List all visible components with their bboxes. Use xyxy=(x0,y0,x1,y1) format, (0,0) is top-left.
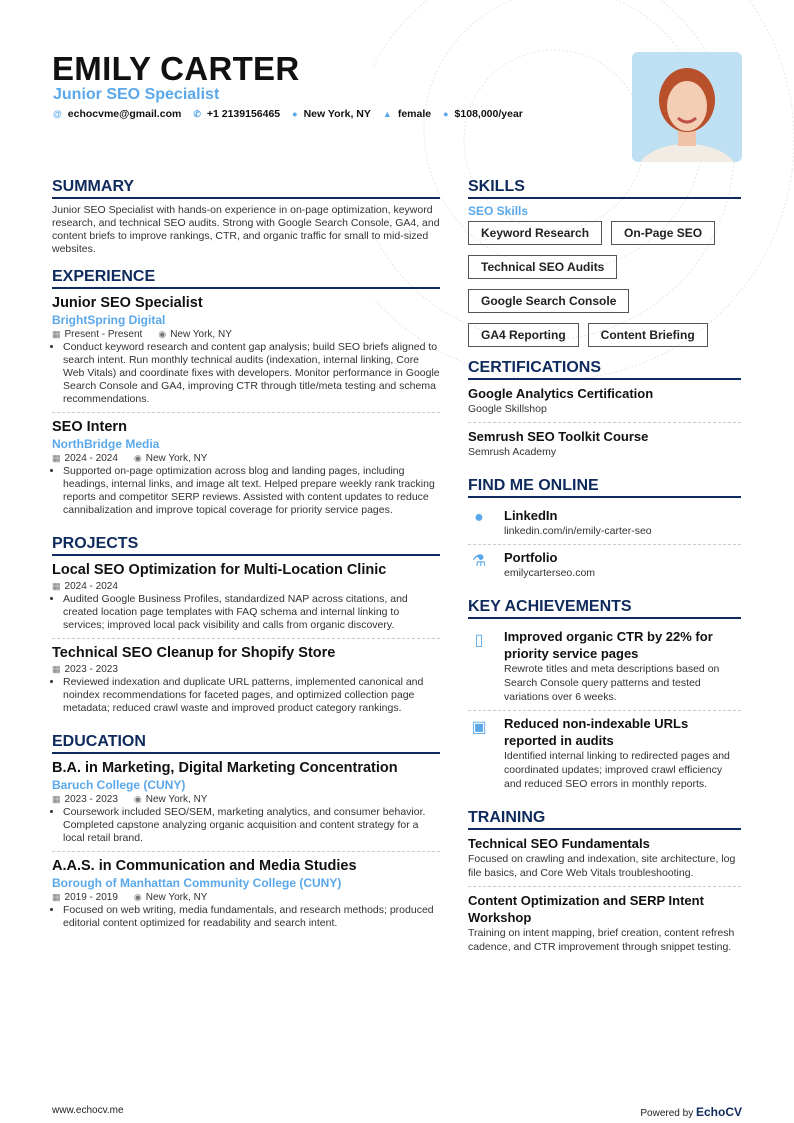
training-text: Focused on crawling and indexation, site architecture, log file basics, and Core Web Vitals troubleshooting. xyxy=(468,853,736,879)
summary-section xyxy=(52,178,440,256)
link-label: LinkedIn xyxy=(504,508,558,523)
left-column xyxy=(52,178,440,948)
candidate-name: EMILY CARTER xyxy=(52,50,300,87)
salary-icon: ● xyxy=(443,109,449,119)
link-url[interactable]: linkedin.com/in/emily-carter-seo xyxy=(504,525,652,537)
achievements-section xyxy=(468,598,741,797)
location: New York, NY xyxy=(145,892,208,903)
calendar-icon: ▦ xyxy=(52,664,61,674)
calendar-icon: ▦ xyxy=(52,581,61,591)
contact-phone[interactable]: ✆ +1 2139156465 xyxy=(193,108,281,120)
person-icon: ▲ xyxy=(382,109,392,119)
achievement-text: Identified internal linking to redirected pages and coordinated updates; improved crawl efficiency and reduced SEO errors in monthly reports. xyxy=(504,750,730,790)
date: 2023 - 2023 xyxy=(64,794,118,805)
achievement-item xyxy=(468,624,741,711)
school: Borough of Manhattan Community College (CUNY) xyxy=(52,876,342,890)
mobile-icon: ▯ xyxy=(474,632,484,649)
section-title: SKILLS xyxy=(468,178,741,199)
skill-tag: Technical SEO Audits xyxy=(468,255,617,279)
achievement-title: Improved organic CTR by 22% for priority service pages xyxy=(504,629,713,661)
contact-email[interactable]: @ echocvme@gmail.com xyxy=(53,108,182,120)
calendar-icon: ▦ xyxy=(52,453,61,463)
calendar-icon: ▦ xyxy=(52,794,61,804)
phone-icon: ✆ xyxy=(193,109,201,119)
powered-label: Powered by xyxy=(640,1108,694,1119)
education-section xyxy=(52,733,440,936)
section-title: TRAINING xyxy=(468,809,741,830)
flask-icon: ⚗ xyxy=(471,553,487,570)
skill-tag: On-Page SEO xyxy=(611,221,715,245)
online-link-linkedin[interactable] xyxy=(468,503,741,545)
project-title: Technical SEO Cleanup for Shopify Store xyxy=(52,645,336,661)
job-title: Junior SEO Specialist xyxy=(52,295,203,311)
school: Baruch College (CUNY) xyxy=(52,778,186,792)
bullet: • Conduct keyword research and content gap analysis; build SEO briefs aligned to search intent. Run monthly technical audits (indexation, internal linking, Core Web Vitals) and coordinate fixes with developers. Monitor performance in Google Search Console and GA4, improving CTR through title/meta testing and schema recommendations. xyxy=(63,341,440,406)
education-item xyxy=(52,759,440,852)
experience-item xyxy=(52,294,440,413)
company: NorthBridge Media xyxy=(52,437,160,451)
contact-gender: ▲ female xyxy=(382,108,432,120)
location: New York, NY xyxy=(145,453,208,464)
right-column xyxy=(468,178,741,972)
online-link-portfolio[interactable] xyxy=(468,545,741,586)
bullet: • Audited Google Business Profiles, standardized NAP across citations, and created location page templates with FAQ schema and internal linking to services; improved local pack visibility and calls from organic discovery. xyxy=(63,593,440,632)
training-item xyxy=(468,892,741,960)
company: BrightSpring Digital xyxy=(52,313,166,327)
date: 2019 - 2019 xyxy=(64,892,118,903)
degree: B.A. in Marketing, Digital Marketing Concentration xyxy=(52,760,398,776)
date: 2024 - 2024 xyxy=(64,453,118,464)
training-title: Technical SEO Fundamentals xyxy=(468,836,650,851)
section-title: FIND ME ONLINE xyxy=(468,477,741,498)
education-item xyxy=(52,857,440,936)
profile-photo xyxy=(632,52,742,162)
section-title: SUMMARY xyxy=(52,178,440,199)
section-title: KEY ACHIEVEMENTS xyxy=(468,598,741,619)
contact-salary: ● $108,000/year xyxy=(443,108,523,120)
job-title: SEO Intern xyxy=(52,419,127,435)
cert-name: Semrush SEO Toolkit Course xyxy=(468,429,649,444)
cert-name: Google Analytics Certification xyxy=(468,386,654,401)
money-icon: ▣ xyxy=(471,719,487,736)
certification-item xyxy=(468,428,741,465)
date: 2023 - 2023 xyxy=(64,664,118,675)
projects-section xyxy=(52,535,440,721)
bullet: • Coursework included SEO/SEM, marketing analytics, and consumer behavior. Completed capstone analyzing organic acquisition and content strategy for a local retail brand. xyxy=(63,806,440,845)
bullet: • Focused on web writing, media fundamentals, and research methods; produced editorial content optimized for readability and search intent. xyxy=(63,904,440,930)
skill-tag: Content Briefing xyxy=(588,323,708,347)
section-title: PROJECTS xyxy=(52,535,440,556)
training-text: Training on intent mapping, brief creation, content refresh cadence, and CTR improvement through snippet testing. xyxy=(468,927,735,953)
bullet: • Supported on-page optimization across blog and landing pages, including headings, internal links, and image alt text. Helped prepare weekly rank tracking reports and competitor SERP reviews. Assisted with content updates to reduce cannibalization and improve topical coverage for priority service pages. xyxy=(63,465,440,517)
skill-tag: GA4 Reporting xyxy=(468,323,579,347)
linkedin-icon: ● xyxy=(474,509,484,526)
training-title: Content Optimization and SERP Intent Workshop xyxy=(468,893,704,925)
certifications-section xyxy=(468,359,741,465)
project-title: Local SEO Optimization for Multi-Location Clinic xyxy=(52,562,387,578)
skill-tag: Keyword Research xyxy=(468,221,602,245)
location-icon: ◉ xyxy=(133,892,142,902)
skill-group: SEO Skills xyxy=(468,204,529,218)
cert-issuer: Semrush Academy xyxy=(468,446,557,458)
section-title: EXPERIENCE xyxy=(52,268,440,289)
brand-logo[interactable]: EchoCV xyxy=(695,1105,742,1119)
location-icon: ● xyxy=(292,109,298,119)
degree: A.A.S. in Communication and Media Studies xyxy=(52,858,357,874)
project-item xyxy=(52,644,440,721)
calendar-icon: ▦ xyxy=(52,892,61,902)
calendar-icon: ▦ xyxy=(52,329,61,339)
online-section xyxy=(468,477,741,586)
summary-text: Junior SEO Specialist with hands-on experience in on-page optimization, keyword research, and technical SEO audits. Strong with Google Search Console, GA4, and content briefs to improve rankings, CTR, and organic traffic for small to mid-sized websites. xyxy=(52,204,440,255)
experience-item xyxy=(52,418,440,523)
link-label: Portfolio xyxy=(504,550,558,565)
training-section xyxy=(468,809,741,960)
section-title: CERTIFICATIONS xyxy=(468,359,741,380)
project-item xyxy=(52,561,440,639)
section-title: EDUCATION xyxy=(52,733,440,754)
bullet: • Reviewed indexation and duplicate URL patterns, implemented canonical and noindex recommendations for faceted pages, and optimized collection page metadata; reduced crawl waste and improved product category rankings. xyxy=(63,676,440,715)
at-icon: @ xyxy=(53,109,62,119)
certification-item xyxy=(468,385,741,423)
achievement-text: Rewrote titles and meta descriptions based on Search Console query patterns and tested variations over 6 weeks. xyxy=(504,663,720,703)
experience-section xyxy=(52,268,440,523)
location-icon: ◉ xyxy=(133,453,142,463)
achievement-title: Reduced non-indexable URLs reported in audits xyxy=(504,716,689,748)
location-icon: ◉ xyxy=(133,794,142,804)
contact-bar xyxy=(53,108,523,120)
location-icon: ◉ xyxy=(158,329,167,339)
contact-location: ● New York, NY xyxy=(292,108,371,120)
skill-tag: Google Search Console xyxy=(468,289,629,313)
link-url[interactable]: emilycarterseo.com xyxy=(504,567,596,579)
footer-powered xyxy=(640,1105,742,1119)
cert-issuer: Google Skillshop xyxy=(468,403,547,415)
location: New York, NY xyxy=(170,329,232,340)
date: 2024 - 2024 xyxy=(64,581,118,592)
location: New York, NY xyxy=(145,794,208,805)
footer-site[interactable]: www.echocv.me xyxy=(52,1105,124,1116)
training-item xyxy=(468,835,741,887)
candidate-role: Junior SEO Specialist xyxy=(53,86,220,103)
date: Present - Present xyxy=(64,329,143,340)
skills-section xyxy=(468,178,741,347)
achievement-item xyxy=(468,711,741,797)
